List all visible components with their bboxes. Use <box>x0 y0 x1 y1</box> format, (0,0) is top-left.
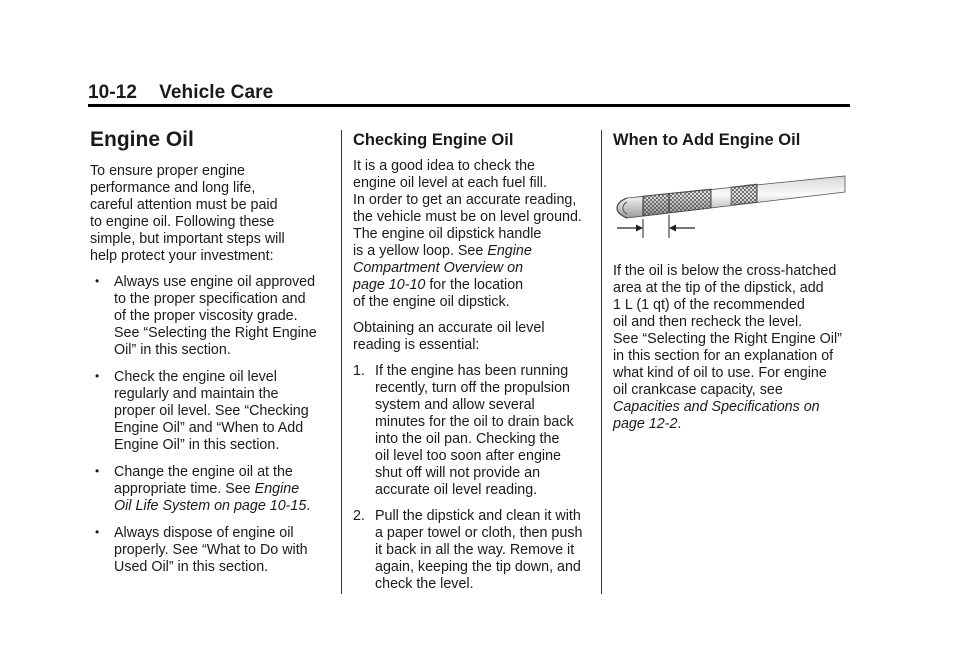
column-engine-oil <box>90 128 330 586</box>
cross-reference-link[interactable]: Capacities and Specifications on page 12-2 <box>613 399 820 432</box>
column-divider <box>341 130 342 594</box>
bullet-icon: • <box>95 525 100 539</box>
step-number: 2. <box>353 508 365 524</box>
header-rule <box>88 104 850 107</box>
engine-oil-intro: To ensure proper engine performance and long life, careful attention must be paid to engine oil. Following these simple, but important steps will help protect your investment: <box>90 163 285 264</box>
page-number: 10-12 <box>88 82 138 103</box>
when-to-add-heading: When to Add Engine Oil <box>613 131 801 149</box>
column-when-to-add <box>613 128 853 442</box>
list-item: • Change the engine oil at the appropriate time. See Engine Oil Life System on page 10-15. <box>95 464 311 514</box>
list-item: 2. Pull the dipstick and clean it with a paper towel or cloth, then push it back in all the way. Remove it again, keeping the tip down, and check the level. <box>353 508 583 592</box>
when-to-add-paragraph: If the oil is below the cross-hatched area at the tip of the dipstick, add 1 L (1 qt) of the recommended oil and then recheck the level. See “Selecting the Right Engine Oil” in this section for an explanation of what kind of oil to use. For engine oil crankcase capacity, see Capacities and Specifications on page 12-2. <box>613 263 842 432</box>
checking-oil-heading: Checking Engine Oil <box>353 131 514 149</box>
checking-oil-paragraph: It is a good idea to check the engine oil level at each fuel fill. In order to get an accurate reading, the vehicle must be on level ground. The engine oil dipstick handle is a yellow loop. See Engine Compartment Overview on page 10-10 for the location of the engine oil dipstick. <box>353 158 582 310</box>
accuracy-paragraph: Obtaining an accurate oil level reading is essential: <box>353 320 545 353</box>
column-divider <box>601 130 602 594</box>
bullet-icon: • <box>95 369 100 383</box>
list-item: • Always use engine oil approved to the proper specification and of the proper viscosity grade. See “Selecting the Right Engine Oil” in this section. <box>95 274 317 358</box>
cross-reference-link[interactable]: Engine Compartment Overview on page 10-10 <box>353 243 532 293</box>
column-checking-oil <box>353 128 593 602</box>
list-item: 1. If the engine has been running recently, turn off the propulsion system and allow several minutes for the oil to drain back into the oil pan. Checking the oil level too soon after engine shut off will not provide an accurate oil level reading. <box>353 363 574 498</box>
dipstick-illustration-icon <box>613 162 847 244</box>
checking-steps <box>353 363 593 593</box>
list-item: • Check the engine oil level regularly and maintain the proper oil level. See “Checking Engine Oil” and “When to Add Engine Oil” in this section. <box>95 369 309 453</box>
engine-oil-heading: Engine Oil <box>90 128 194 151</box>
engine-oil-bullets <box>90 274 330 576</box>
bullet-icon: • <box>95 464 100 478</box>
section-title: Vehicle Care <box>159 82 274 103</box>
list-item: • Always dispose of engine oil properly. See “What to Do with Used Oil” in this section. <box>95 525 308 575</box>
cross-reference-link[interactable]: Engine Oil Life System on page 10-15 <box>114 481 307 514</box>
bullet-icon: • <box>95 274 100 288</box>
page-header <box>88 82 273 104</box>
step-number: 1. <box>353 363 365 379</box>
